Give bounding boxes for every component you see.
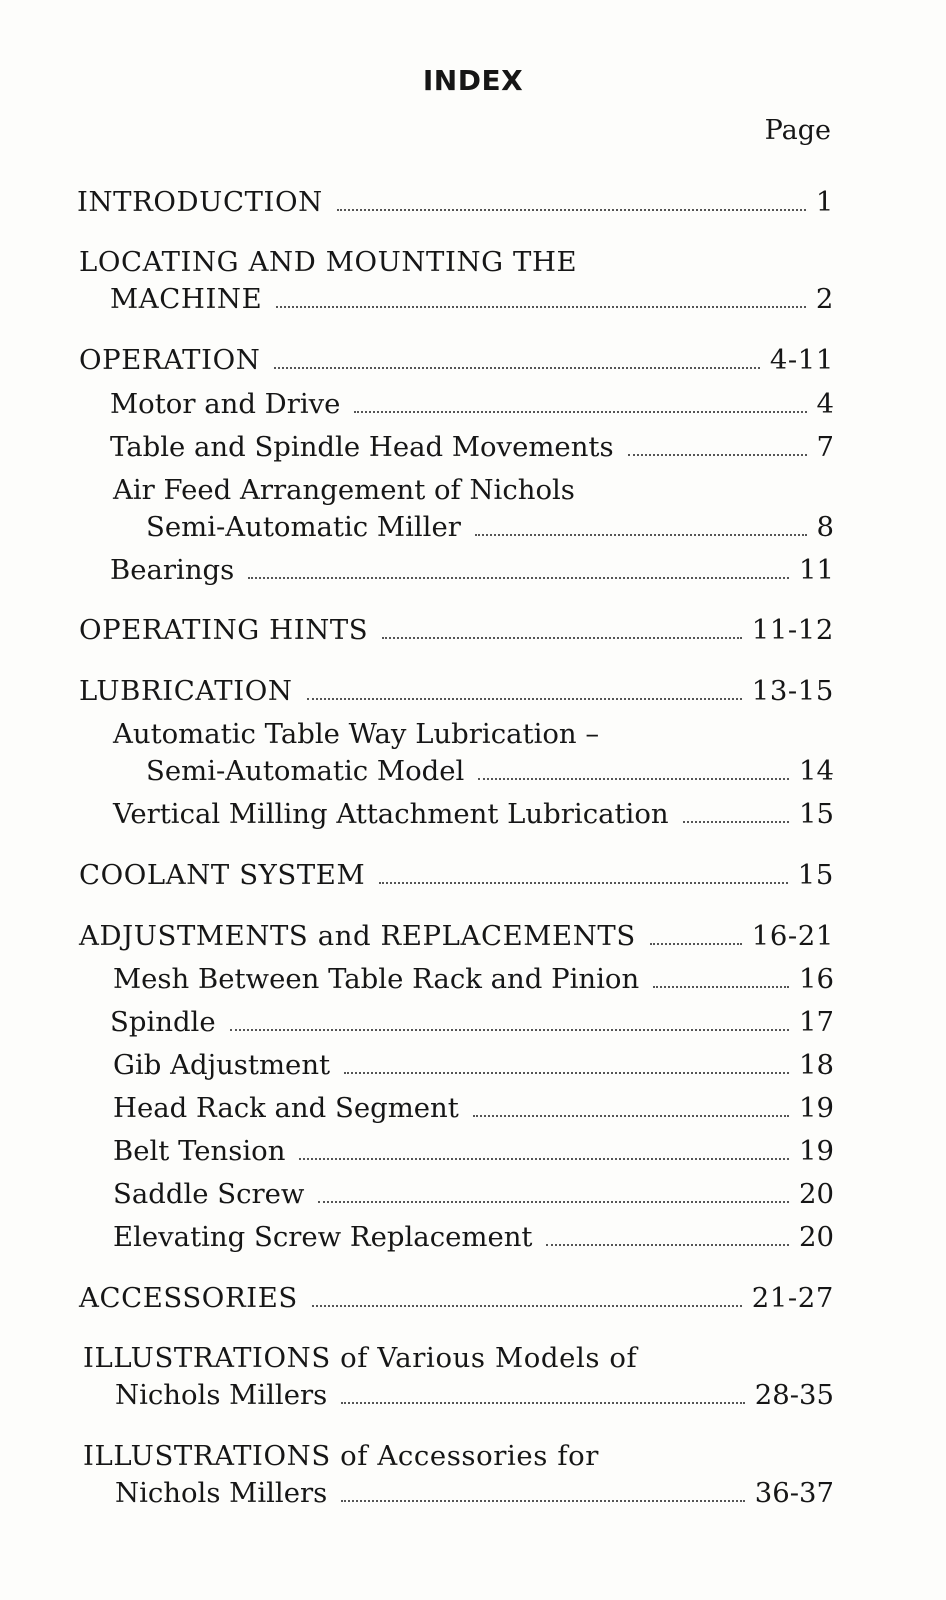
toc-entry-page: 11 <box>799 554 834 586</box>
dot-leader <box>318 1201 789 1203</box>
toc-entry-title: Semi-Automatic Miller <box>146 511 461 543</box>
dot-leader <box>478 778 789 780</box>
toc-entry-page: 15 <box>797 859 834 891</box>
dot-leader <box>341 1402 744 1404</box>
toc-entry-page: 18 <box>799 1049 834 1081</box>
toc-entry-page: 16-21 <box>751 920 834 952</box>
toc-entry-spindle <box>110 1004 834 1040</box>
dot-leader <box>653 986 789 988</box>
dot-leader <box>341 1500 744 1502</box>
toc-entry-gib <box>113 1047 834 1083</box>
dot-leader <box>628 454 807 456</box>
toc-entry-page: 16 <box>799 963 834 995</box>
dot-leader <box>312 1305 742 1307</box>
dot-leader <box>276 306 806 308</box>
toc-entry-title: Nichols Millers <box>115 1379 328 1411</box>
dot-leader <box>546 1244 789 1246</box>
dot-leader <box>230 1029 789 1031</box>
toc-entry-title-line1: Air Feed Arrangement of Nichols <box>113 474 575 506</box>
toc-entry-page: 4-11 <box>769 344 834 376</box>
dot-leader <box>274 367 759 369</box>
toc-entry-page: 4 <box>816 388 834 420</box>
toc-entry-bearings <box>110 552 834 588</box>
toc-entry-title: MACHINE <box>110 283 263 315</box>
toc-entry-page: 20 <box>799 1178 834 1210</box>
toc-entry-title-line1: Automatic Table Way Lubrication – <box>113 718 600 750</box>
toc-entry-title: Semi-Automatic Model <box>146 755 465 787</box>
toc-entry-page: 11-12 <box>751 614 834 646</box>
toc-entry-page: 7 <box>816 431 834 463</box>
toc-entry-operation <box>79 342 834 378</box>
toc-entry-page: 36-37 <box>754 1477 834 1509</box>
toc-entry-air-feed <box>146 509 834 545</box>
toc-entry-page: 8 <box>816 511 834 543</box>
toc-entry-page: 15 <box>799 798 834 830</box>
toc-entry-motor-drive <box>110 386 834 422</box>
toc-entry-locating-mounting <box>110 281 834 317</box>
toc-entry-page: 13-15 <box>751 675 834 707</box>
toc-entry-title: OPERATION <box>79 344 261 376</box>
dot-leader <box>344 1072 789 1074</box>
toc-entry-page: 20 <box>799 1221 834 1253</box>
toc-entry-title: OPERATING HINTS <box>79 614 369 646</box>
toc-entry-mesh <box>113 961 834 997</box>
toc-entry-title: COOLANT SYSTEM <box>79 859 366 891</box>
dot-leader <box>650 943 742 945</box>
toc-entry-lubrication <box>79 673 834 709</box>
toc-entry-head-rack <box>113 1090 834 1126</box>
toc-entry-introduction <box>77 184 834 220</box>
toc-entry-coolant <box>79 857 834 893</box>
dot-leader <box>382 637 741 639</box>
toc-entry-table-spindle <box>110 429 834 465</box>
toc-entry-title: ACCESSORIES <box>79 1282 298 1314</box>
dot-leader <box>475 534 807 536</box>
toc-entry-page: 17 <box>799 1006 834 1038</box>
toc-entry-title: ADJUSTMENTS and REPLACEMENTS <box>79 920 636 952</box>
toc-entry-title-line1: ILLUSTRATIONS of Various Models of <box>83 1342 638 1374</box>
toc-entry-belt-tension <box>113 1133 834 1169</box>
dot-leader <box>299 1158 789 1160</box>
toc-entry-page: 19 <box>799 1135 834 1167</box>
index-title: INDEX <box>422 64 524 97</box>
toc-entry-saddle-screw <box>113 1176 834 1212</box>
dot-leader <box>473 1115 789 1117</box>
toc-entry-title: Vertical Milling Attachment Lubrication <box>113 798 669 830</box>
toc-entry-title-line1: LOCATING AND MOUNTING THE <box>79 246 578 278</box>
toc-entry-title: LUBRICATION <box>79 675 293 707</box>
toc-entry-page: 21-27 <box>751 1282 834 1314</box>
dot-leader <box>307 698 742 700</box>
dot-leader <box>354 411 806 413</box>
toc-entry-illustrations-accessories <box>115 1475 834 1511</box>
dot-leader <box>337 209 806 211</box>
toc-entry-accessories <box>79 1280 834 1316</box>
toc-entry-title: Table and Spindle Head Movements <box>110 431 614 463</box>
toc-entry-title: Belt Tension <box>113 1135 286 1167</box>
toc-entry-title: Head Rack and Segment <box>113 1092 459 1124</box>
toc-entry-title: Spindle <box>110 1006 216 1038</box>
toc-entry-page: 19 <box>799 1092 834 1124</box>
toc-entry-page: 1 <box>815 186 834 218</box>
toc-entry-adjustments <box>79 918 834 954</box>
toc-entry-title: Saddle Screw <box>113 1178 305 1210</box>
toc-entry-page: 28-35 <box>754 1379 834 1411</box>
page-column-label: Page <box>764 115 831 146</box>
toc-entry-page: 14 <box>799 755 834 787</box>
toc-entry-title: Mesh Between Table Rack and Pinion <box>113 963 640 995</box>
dot-leader <box>379 882 788 884</box>
dot-leader <box>248 577 789 579</box>
toc-entry-table-way-lubrication <box>146 753 834 789</box>
toc-entry-elevating-screw <box>113 1219 834 1255</box>
dot-leader <box>683 821 789 823</box>
toc-entry-vertical-milling <box>113 796 834 832</box>
toc-entry-illustrations-models <box>115 1377 834 1413</box>
toc-entry-operating-hints <box>79 612 834 648</box>
toc-entry-title: Motor and Drive <box>110 388 341 420</box>
toc-entry-title: Elevating Screw Replacement <box>113 1221 533 1253</box>
toc-entry-title: INTRODUCTION <box>77 186 323 218</box>
toc-entry-title-line1: ILLUSTRATIONS of Accessories for <box>83 1440 600 1472</box>
toc-entry-title: Bearings <box>110 554 235 586</box>
toc-entry-title: Nichols Millers <box>115 1477 328 1509</box>
toc-entry-title: Gib Adjustment <box>113 1049 331 1081</box>
toc-entry-page: 2 <box>815 283 834 315</box>
